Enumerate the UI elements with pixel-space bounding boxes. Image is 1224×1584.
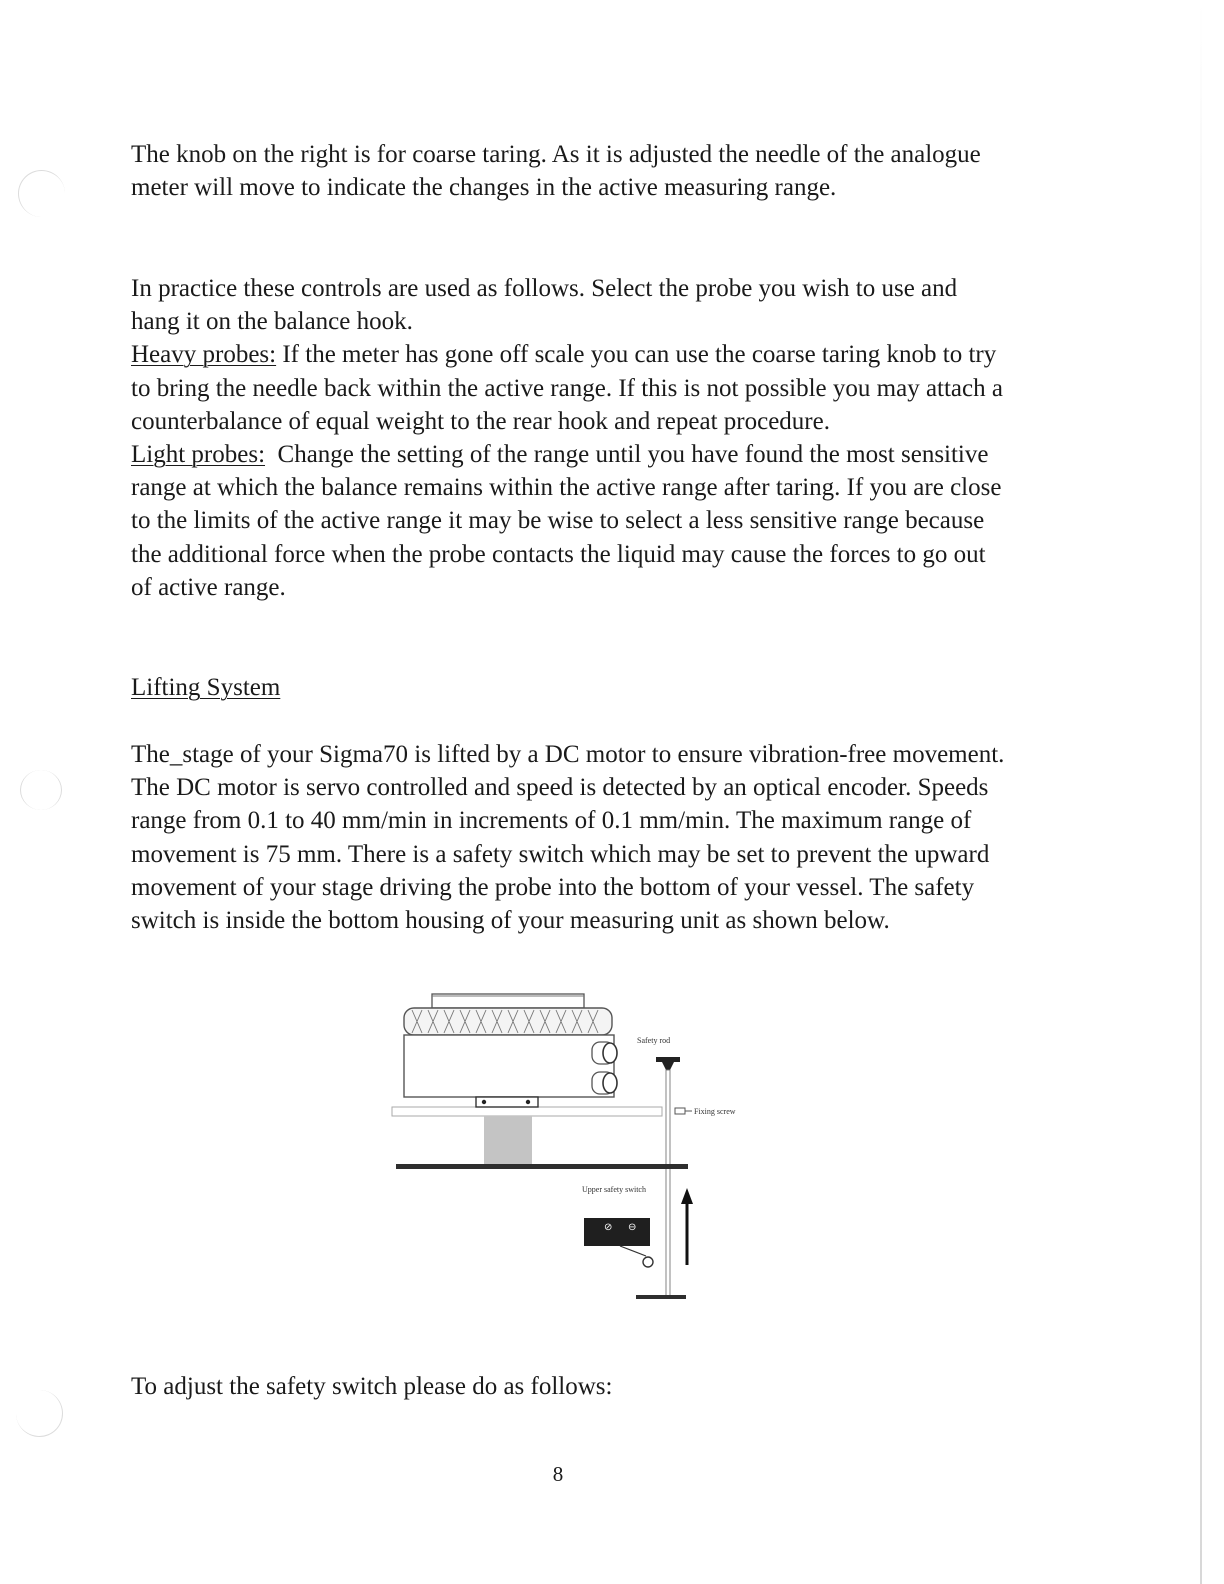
fixing-screw-label: Fixing screw (694, 1107, 736, 1116)
light-probes-text: Change the setting of the range until you have found the most sensitive range at which the balance remains within the active range after taring. If you are close to the limits of the active range it may be wise to select a less sensitive range because the additional force when the probe contacts the liquid may cause the forces to go out of active range. (131, 441, 1008, 601)
support-column (484, 1116, 532, 1164)
switch-lever (620, 1246, 646, 1256)
fine-knob (603, 1043, 617, 1063)
punch-hole-top (18, 170, 65, 217)
upper-switch-label: Upper safety switch (582, 1185, 646, 1194)
paragraph-text: The knob on the right is for coarse taring. As it is adjusted the needle of the analogue meter will move to indicate the changes in the active measuring range. (131, 141, 981, 202)
page-number: 8 (552, 1462, 564, 1486)
light-probes-label: Light probes: (131, 441, 266, 469)
housing-bottom (636, 1295, 686, 1299)
paragraph-text: To adjust the safety switch please do as follows: (131, 1373, 613, 1400)
paragraph-text: In practice these controls are used as follows. Select the probe you wish to use and hang it on the balance hook. (131, 275, 958, 336)
page-edge (1200, 0, 1202, 1584)
section-heading: Lifting System (131, 674, 281, 701)
fixing-screw (675, 1108, 685, 1114)
punch-hole-middle (20, 770, 62, 810)
paragraph-coarse-taring (131, 138, 1011, 204)
paragraph-practice (131, 272, 1011, 604)
section-heading-lifting-system (131, 671, 1011, 704)
upper-safety-switch (584, 1218, 650, 1246)
light-probes-paragraph (131, 438, 1011, 604)
safety-rod (666, 1070, 670, 1296)
stage-base-plate (392, 1107, 662, 1116)
heavy-probes-paragraph (131, 338, 1011, 438)
stage-body (404, 1035, 614, 1097)
safety-rod-head (656, 1057, 680, 1062)
heavy-probes-text: If the meter has gone off scale you can use the coarse taring knob to try to bring the needle back within the active range. If this is not possible you may attach a counterbalance of equal weight to the rear hook and repeat procedure. (131, 341, 1003, 435)
safety-switch-diagram (392, 990, 736, 1310)
coarse-knob (603, 1073, 617, 1093)
svg-text:⊖: ⊖ (628, 1222, 637, 1233)
punch-hole-bottom (16, 1390, 63, 1437)
housing-top (396, 1164, 688, 1169)
paragraph-text: The_stage of your Sigma70 is lifted by a DC motor to ensure vibration-free movement. The DC motor is servo controlled and speed is detected by an optical encoder. Speeds range from 0.1 to 40 mm/min in increments of 0.1 mm/min. The maximum range of movement is 75 mm. There is a safety switch which may be set to prevent the upward movement of your stage driving the probe into the bottom of your vessel. The safety switch is inside the bottom housing of your measuring unit as shown below. (131, 741, 1005, 935)
heavy-probes-label: Heavy probes: (131, 341, 277, 369)
direction-arrow-head (681, 1188, 693, 1204)
svg-text:⊘: ⊘ (604, 1222, 613, 1233)
safety-rod-label: Safety rod (637, 1036, 671, 1045)
paragraph-adjust-switch (131, 1370, 1011, 1403)
paragraph-lifting (131, 738, 1011, 937)
